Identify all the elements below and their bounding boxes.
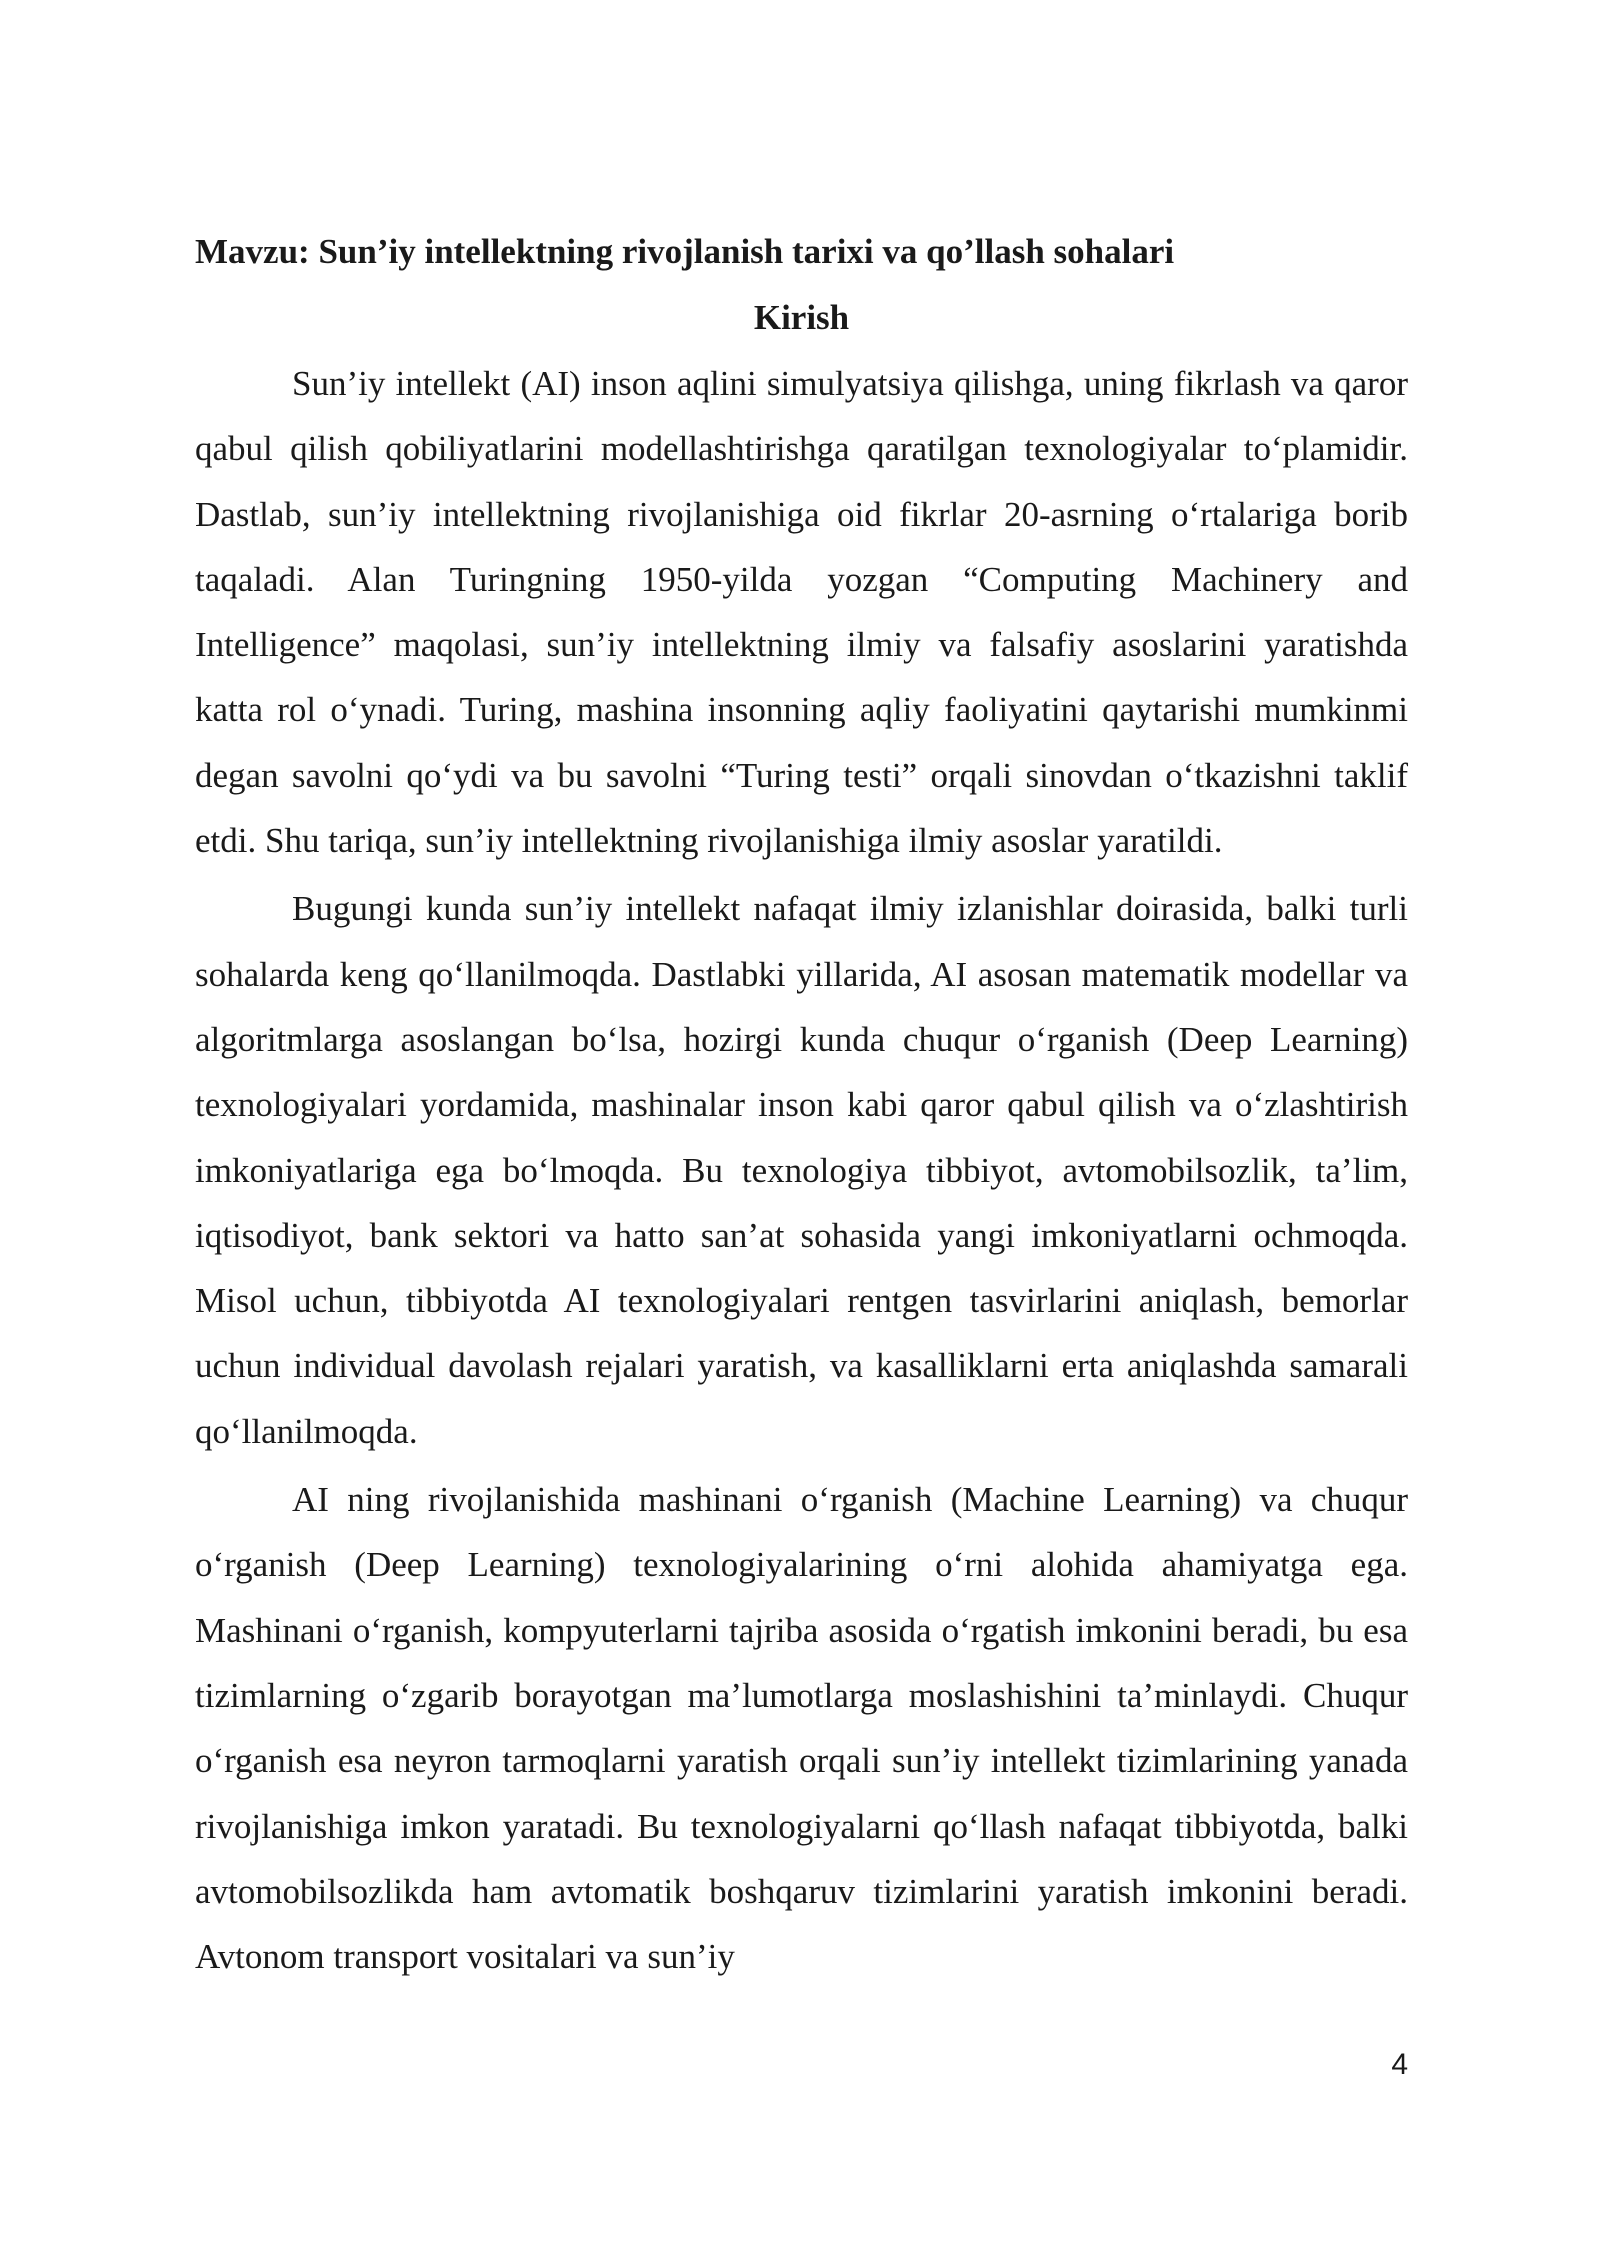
topic-title: Mavzu: Sun’iy intellektning rivojlanish tarixi va qo’llash sohalari bbox=[195, 232, 1175, 271]
page-number: 4 bbox=[1391, 2048, 1408, 2081]
paragraph-3: AI ning rivojlanishida mashinani o‘rganish (Machine Learning) va chuqur o‘rganish (Deep Learning) texnologiyalarining o‘rni alohida ahamiyatga ega. Mashinani o‘rganish, kompyuterlarni tajriba asosida o‘rgatish imkonini beradi, bu esa tizimlarning o‘zgarib borayotgan ma’lumotlarga moslashishini ta’minlaydi. Chuqur o‘rganish esa neyron tarmoqlarni yaratish orqali sun’iy intellekt tizimlarining yanada rivojlanishiga imkon yaratadi. Bu texnologiyalarni qo‘llash nafaqat tibbiyotda, balki avtomobilsozlikda ham avtomatik boshqaruv tizimlarini yaratish imkonini beradi. Avtonom transport vositalari va sun’iy bbox=[195, 1480, 1408, 1977]
page-content bbox=[195, 222, 1408, 1989]
paragraph-2: Bugungi kunda sun’iy intellekt nafaqat ilmiy izlanishlar doirasida, balki turli sohalarda keng qo‘llanilmoqda. Dastlabki yillarida, AI asosan matematik modellar va algoritmlarga asoslangan bo‘lsa, hozirgi kunda chuqur o‘rganish (Deep Learning) texnologiyalari yordamida, mashinalar inson kabi qaror qabul qilish va o‘zlashtirish imkoniyatlariga ega bo‘lmoqda. Bu texnologiya tibbiyot, avtomobilsozlik, ta’lim, iqtisodiyot, bank sektori va hatto san’at sohasida yangi imkoniyatlarni ochmoqda. Misol uchun, tibbiyotda AI texnologiyalari rentgen tasvirlarini aniqlash, bemorlar uchun individual davolash rejalari yaratish, va kasalliklarni erta aniqlashda samarali qo‘llanilmoqda. bbox=[195, 889, 1408, 1451]
section-heading: Kirish bbox=[753, 298, 850, 337]
paragraph-1: Sun’iy intellekt (AI) inson aqlini simulyatsiya qilishga, uning fikrlash va qaror qabul qilish qobiliyatlarini modellashtirishga qaratilgan texnologiyalar to‘plamidir. Dastlab, sun’iy intellektning rivojlanishiga oid fikrlar 20-asrning o‘rtalariga borib taqaladi. Alan Turingning 1950-yilda yozgan “Computing Machinery and Intelligence” maqolasi, sun’iy intellektning ilmiy va falsafiy asoslarini yaratishda katta rol o‘ynadi. Turing, mashina insonning aqliy faoliyatini qaytarishi mumkinmi degan savolni qo‘ydi va bu savolni “Turing testi” orqali sinovdan o‘tkazishni taklif etdi. Shu tariqa, sun’iy intellektning rivojlanishiga ilmiy asoslar yaratildi. bbox=[195, 364, 1408, 861]
